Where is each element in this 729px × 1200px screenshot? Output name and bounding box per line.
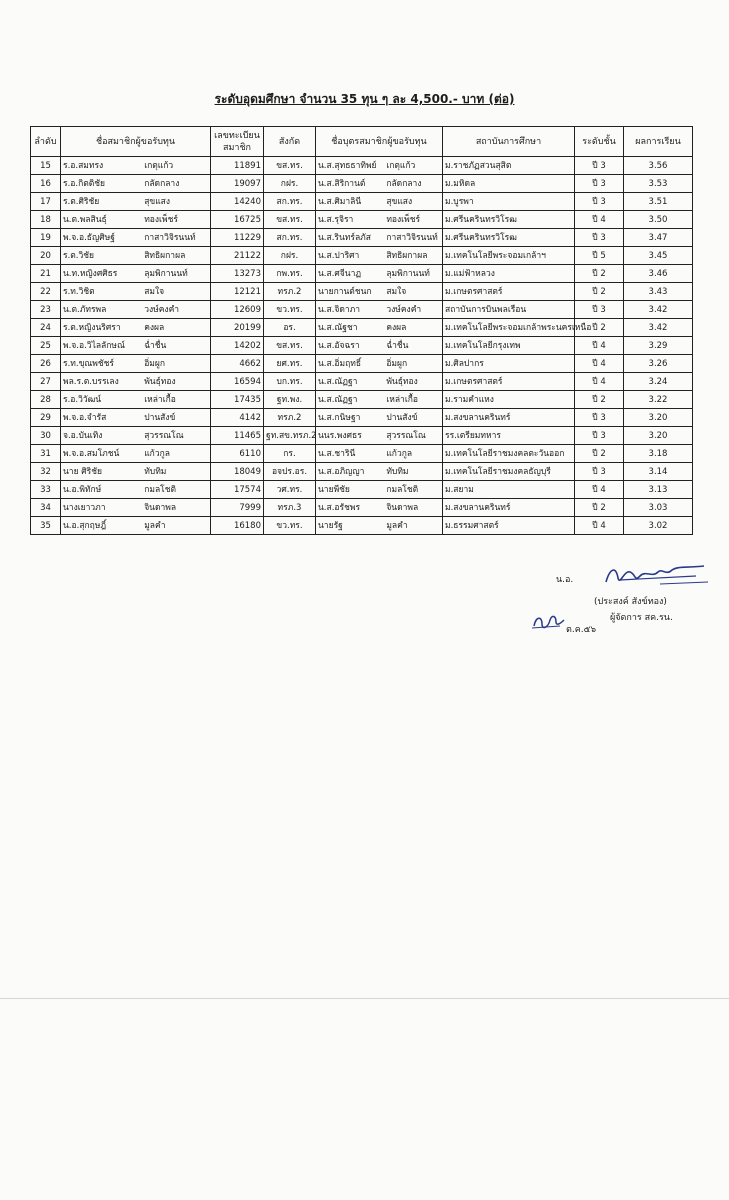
cell-grade: ปี 3 <box>575 427 624 445</box>
cell-member-name <box>61 211 211 229</box>
child-first-name: น.ส.สุทธธาทิพย์ <box>318 160 377 171</box>
cell-grade: ปี 2 <box>575 319 624 337</box>
member-last-name: เหล่าเกื้อ <box>144 394 176 405</box>
cell-member-name <box>61 373 211 391</box>
member-last-name: สิทธิผกาผล <box>144 250 186 261</box>
member-first-name: ร.ต.วิชัย <box>63 250 95 261</box>
cell-child-name <box>316 409 443 427</box>
cell-institution: ม.เทคโนโลยีกรุงเทพ <box>443 337 575 355</box>
cell-member-id: 12609 <box>211 301 264 319</box>
cell-grade: ปี 4 <box>575 337 624 355</box>
cell-no: 31 <box>31 445 61 463</box>
member-last-name: คงผล <box>144 322 165 333</box>
member-first-name: พล.ร.ต.บรรเลง <box>63 376 119 387</box>
cell-no: 20 <box>31 247 61 265</box>
cell-grade: ปี 4 <box>575 373 624 391</box>
cell-member-id: 17435 <box>211 391 264 409</box>
cell-score: 3.46 <box>624 265 693 283</box>
member-last-name: จินดาพล <box>144 502 177 513</box>
cell-affiliation: ขว.ทร. <box>264 301 316 319</box>
child-last-name: สมใจ <box>386 286 407 297</box>
cell-member-name <box>61 499 211 517</box>
member-first-name: ร.อ.กิตติชัย <box>63 178 106 189</box>
cell-affiliation: ทรภ.3 <box>264 499 316 517</box>
cell-score: 3.13 <box>624 481 693 499</box>
cell-child-name <box>316 157 443 175</box>
cell-score: 3.43 <box>624 283 693 301</box>
child-first-name: น.ส.ณัฏฐา <box>318 376 358 387</box>
cell-affiliation: สก.ทร. <box>264 229 316 247</box>
cell-child-name <box>316 499 443 517</box>
child-last-name: มูลคำ <box>386 520 408 531</box>
child-last-name: วงษ์คงคำ <box>386 304 422 315</box>
cell-affiliation: กฝร. <box>264 247 316 265</box>
member-first-name: ร.อ.สมทรง <box>63 160 104 171</box>
handwritten-signature <box>600 560 710 590</box>
member-last-name: กลัดกลาง <box>144 178 180 189</box>
cell-member-name <box>61 247 211 265</box>
member-last-name: อิ่มผูก <box>144 358 166 369</box>
cell-child-name <box>316 265 443 283</box>
cell-child-name <box>316 481 443 499</box>
child-first-name: นนร.พงศธร <box>318 430 362 441</box>
cell-member-id: 4662 <box>211 355 264 373</box>
cell-member-id: 12121 <box>211 283 264 301</box>
cell-no: 30 <box>31 427 61 445</box>
table-row <box>31 283 693 301</box>
cell-institution: ม.สงขลานครินทร์ <box>443 499 575 517</box>
cell-no: 29 <box>31 409 61 427</box>
member-first-name: น.ต.ภัทรพล <box>63 304 107 315</box>
member-first-name: น.อ.พิทักษ์ <box>63 484 102 495</box>
header-grade: ระดับชั้น <box>575 127 624 157</box>
cell-no: 18 <box>31 211 61 229</box>
cell-institution: ม.สยาม <box>443 481 575 499</box>
cell-member-name <box>61 193 211 211</box>
member-first-name: ร.อ.วิวัฒน์ <box>63 394 102 405</box>
cell-no: 19 <box>31 229 61 247</box>
cell-child-name <box>316 193 443 211</box>
cell-no: 27 <box>31 373 61 391</box>
member-last-name: ทองเพ็ชร์ <box>144 214 178 225</box>
cell-member-id: 17574 <box>211 481 264 499</box>
child-first-name: น.ส.ชารินี <box>318 448 356 459</box>
cell-grade: ปี 4 <box>575 517 624 535</box>
cell-child-name <box>316 175 443 193</box>
table-row <box>31 445 693 463</box>
header-member-id: เลขทะเบียน สมาชิก <box>211 127 264 157</box>
cell-score: 3.03 <box>624 499 693 517</box>
table-header-row <box>31 127 693 157</box>
cell-no: 21 <box>31 265 61 283</box>
member-last-name: พันธุ์ทอง <box>144 376 176 387</box>
cell-institution: ม.เกษตรศาสตร์ <box>443 373 575 391</box>
child-last-name: สุวรรณโณ <box>386 430 426 441</box>
signer-name: (ประสงค์ สังข์ทอง) <box>594 597 667 607</box>
cell-member-name <box>61 175 211 193</box>
cell-institution: ม.มหิดล <box>443 175 575 193</box>
child-last-name: จินดาพล <box>386 502 419 513</box>
member-first-name: ร.ต.ศิริชัย <box>63 196 100 207</box>
child-first-name: น.ส.ณัฏฐา <box>318 394 358 405</box>
cell-affiliation: กร. <box>264 445 316 463</box>
cell-child-name <box>316 301 443 319</box>
header-score: ผลการเรียน <box>624 127 693 157</box>
cell-score: 3.51 <box>624 193 693 211</box>
cell-child-name <box>316 463 443 481</box>
cell-no: 33 <box>31 481 61 499</box>
cell-member-name <box>61 391 211 409</box>
child-last-name: คงผล <box>386 322 407 333</box>
cell-grade: ปี 3 <box>575 175 624 193</box>
table-row <box>31 175 693 193</box>
cell-grade: ปี 4 <box>575 355 624 373</box>
cell-no: 26 <box>31 355 61 373</box>
cell-member-name <box>61 337 211 355</box>
cell-institution: ม.สงขลานครินทร์ <box>443 409 575 427</box>
member-first-name: น.ท.หญิงศศิธร <box>63 268 118 279</box>
member-last-name: ปานสังข์ <box>144 412 176 423</box>
cell-no: 24 <box>31 319 61 337</box>
cell-grade: ปี 3 <box>575 157 624 175</box>
child-first-name: นายกานต์ชนก <box>318 286 372 297</box>
member-last-name: ลุมพิกานนท์ <box>144 268 188 279</box>
table-row <box>31 337 693 355</box>
child-last-name: ลุมพิกานนท์ <box>386 268 430 279</box>
cell-no: 22 <box>31 283 61 301</box>
cell-member-id: 14202 <box>211 337 264 355</box>
child-last-name: พันธุ์ทอง <box>386 376 418 387</box>
child-last-name: ปานสังข์ <box>386 412 418 423</box>
child-first-name: น.ส.ศิมาลินี <box>318 196 362 207</box>
cell-affiliation: ทรภ.2 <box>264 283 316 301</box>
child-first-name: น.ส.จิดาภา <box>318 304 361 315</box>
cell-grade: ปี 3 <box>575 463 624 481</box>
table-row <box>31 211 693 229</box>
cell-child-name <box>316 391 443 409</box>
cell-child-name <box>316 229 443 247</box>
cell-score: 3.50 <box>624 211 693 229</box>
cell-grade: ปี 4 <box>575 481 624 499</box>
child-first-name: นายรัฐ <box>318 520 343 531</box>
cell-score: 3.53 <box>624 175 693 193</box>
member-first-name: นาย ศิริชัย <box>63 466 102 477</box>
cell-score: 3.29 <box>624 337 693 355</box>
member-first-name: พ.จ.อ.สมโภชน์ <box>63 448 120 459</box>
cell-no: 35 <box>31 517 61 535</box>
cell-member-id: 21122 <box>211 247 264 265</box>
table-row <box>31 409 693 427</box>
cell-no: 23 <box>31 301 61 319</box>
signer-rank: น.อ. <box>556 575 574 585</box>
cell-score: 3.20 <box>624 409 693 427</box>
table-row <box>31 373 693 391</box>
cell-institution: ม.เทคโนโลยีราชมงคลตะวันออก <box>443 445 575 463</box>
cell-grade: ปี 2 <box>575 499 624 517</box>
signature-block <box>530 560 710 670</box>
member-first-name: นางเยาวภา <box>63 502 106 513</box>
cell-score: 3.14 <box>624 463 693 481</box>
cell-affiliation: ขว.ทร. <box>264 517 316 535</box>
cell-member-name <box>61 283 211 301</box>
cell-score: 3.02 <box>624 517 693 535</box>
child-last-name: กาสาวิจิรนนท์ <box>386 232 438 243</box>
cell-member-id: 11891 <box>211 157 264 175</box>
child-first-name: น.ส.อัจฉรา <box>318 340 360 351</box>
child-last-name: ทองเพ็ชร์ <box>386 214 421 225</box>
cell-child-name <box>316 283 443 301</box>
cell-grade: ปี 4 <box>575 211 624 229</box>
child-last-name: กมลโชติ <box>386 484 419 495</box>
member-first-name: ร.ท.ขุณพชัชร์ <box>63 358 114 369</box>
cell-grade: ปี 5 <box>575 247 624 265</box>
child-first-name: น.ส.อภิญญา <box>318 466 365 477</box>
cell-affiliation: ฐท.สข.ทรภ.2 <box>264 427 316 445</box>
child-last-name: แก้วกูล <box>386 448 413 459</box>
cell-child-name <box>316 319 443 337</box>
child-first-name: น.ส.รุจิรา <box>318 214 354 225</box>
cell-member-name <box>61 481 211 499</box>
cell-institution: ม.รามคำแหง <box>443 391 575 409</box>
cell-grade: ปี 3 <box>575 409 624 427</box>
cell-child-name <box>316 517 443 535</box>
cell-grade: ปี 3 <box>575 193 624 211</box>
signer-position: ผู้จัดการ สค.รน. <box>610 613 673 623</box>
cell-child-name <box>316 337 443 355</box>
cell-affiliation: อจปร.อร. <box>264 463 316 481</box>
cell-member-name <box>61 427 211 445</box>
member-last-name: สุขแสง <box>144 196 171 207</box>
cell-affiliation: สก.ทร. <box>264 193 316 211</box>
child-first-name: น.ส.กนิษฐา <box>318 412 361 423</box>
member-last-name: กาสาวิจิรนนท์ <box>144 232 196 243</box>
cell-member-id: 13273 <box>211 265 264 283</box>
cell-affiliation: ขส.ทร. <box>264 211 316 229</box>
cell-score: 3.56 <box>624 157 693 175</box>
child-last-name: กลัดกลาง <box>386 178 422 189</box>
table-row <box>31 355 693 373</box>
cell-institution: ม.เทคโนโลยีพระจอมเกล้าฯ <box>443 247 575 265</box>
cell-member-name <box>61 229 211 247</box>
child-last-name: สิทธิผกาผล <box>386 250 428 261</box>
table-row <box>31 247 693 265</box>
cell-grade: ปี 2 <box>575 265 624 283</box>
cell-member-name <box>61 355 211 373</box>
member-last-name: วงษ์คงคำ <box>144 304 180 315</box>
cell-member-id: 4142 <box>211 409 264 427</box>
cell-grade: ปี 3 <box>575 229 624 247</box>
header-no: ลำดับ <box>31 127 61 157</box>
member-last-name: ทับทิม <box>144 466 167 477</box>
child-last-name: สุขแสง <box>386 196 413 207</box>
cell-score: 3.47 <box>624 229 693 247</box>
cell-affiliation: ขส.ทร. <box>264 337 316 355</box>
header-member-name: ชื่อสมาชิกผู้ขอรับทุน <box>61 127 211 157</box>
member-first-name: น.ต.พลสินธุ์ <box>63 214 107 225</box>
cell-child-name <box>316 445 443 463</box>
member-last-name: สมใจ <box>144 286 165 297</box>
member-first-name: พ.จ.อ.วิไลลักษณ์ <box>63 340 125 351</box>
child-first-name: น.ส.ณัฐชา <box>318 322 358 333</box>
table-row <box>31 481 693 499</box>
table-row <box>31 265 693 283</box>
table-row <box>31 229 693 247</box>
member-first-name: จ.อ.บันเทิง <box>63 430 103 441</box>
table-body <box>31 157 693 535</box>
cell-member-name <box>61 517 211 535</box>
table-row <box>31 499 693 517</box>
table-row <box>31 427 693 445</box>
cell-member-id: 16725 <box>211 211 264 229</box>
child-last-name: อิ่มผูก <box>386 358 408 369</box>
child-last-name: เหล่าเกื้อ <box>386 394 418 405</box>
table-row <box>31 193 693 211</box>
cell-affiliation: ยศ.ทร. <box>264 355 316 373</box>
header-affiliation: สังกัด <box>264 127 316 157</box>
child-last-name: ทับทิม <box>386 466 409 477</box>
cell-member-name <box>61 463 211 481</box>
child-first-name: น.ส.ศจีนาฏ <box>318 268 362 279</box>
cell-member-id: 19097 <box>211 175 264 193</box>
cell-affiliation: วศ.ทร. <box>264 481 316 499</box>
document-title: ระดับอุดมศึกษา จำนวน 35 ทุน ๆ ละ 4,500.- บาท (ต่อ) <box>214 92 515 106</box>
member-last-name: กมลโชติ <box>144 484 177 495</box>
cell-institution: สถาบันการบินพลเรือน <box>443 301 575 319</box>
table-row <box>31 391 693 409</box>
member-first-name: พ.จ.อ.จำรัส <box>63 412 107 423</box>
cell-score: 3.18 <box>624 445 693 463</box>
cell-member-name <box>61 157 211 175</box>
cell-affiliation: กฝร. <box>264 175 316 193</box>
cell-grade: ปี 3 <box>575 301 624 319</box>
cell-score: 3.45 <box>624 247 693 265</box>
child-first-name: นายพีชัย <box>318 484 350 495</box>
table-row <box>31 157 693 175</box>
cell-score: 3.24 <box>624 373 693 391</box>
cell-member-id: 11465 <box>211 427 264 445</box>
cell-child-name <box>316 247 443 265</box>
cell-institution: ม.ธรรมศาสตร์ <box>443 517 575 535</box>
cell-member-name <box>61 409 211 427</box>
cell-score: 3.42 <box>624 301 693 319</box>
cell-child-name <box>316 427 443 445</box>
cell-grade: ปี 2 <box>575 283 624 301</box>
scholarship-table <box>30 126 693 535</box>
child-first-name: น.ส.อิ่มฤทธิ์ <box>318 358 362 369</box>
page-fold-line <box>0 998 729 999</box>
cell-member-id: 16180 <box>211 517 264 535</box>
cell-score: 3.26 <box>624 355 693 373</box>
cell-no: 16 <box>31 175 61 193</box>
cell-member-id: 11229 <box>211 229 264 247</box>
cell-grade: ปี 2 <box>575 445 624 463</box>
member-last-name: แก้วกูล <box>144 448 170 459</box>
cell-no: 15 <box>31 157 61 175</box>
cell-institution: ม.บูรพา <box>443 193 575 211</box>
cell-child-name <box>316 355 443 373</box>
cell-institution: รร.เตรียมทหาร <box>443 427 575 445</box>
signature-date: ต.ค.๕๖ <box>566 625 597 635</box>
cell-member-id: 6110 <box>211 445 264 463</box>
table-row <box>31 517 693 535</box>
child-first-name: น.ส.ปาริศา <box>318 250 360 261</box>
cell-score: 3.22 <box>624 391 693 409</box>
member-first-name: พ.จ.อ.ธัญศิษฐ์ <box>63 232 115 243</box>
cell-affiliation: อร. <box>264 319 316 337</box>
cell-institution: ม.เทคโนโลยีราชมงคลธัญบุรี <box>443 463 575 481</box>
child-first-name: น.ส.รินทร์ลภัส <box>318 232 371 243</box>
cell-grade: ปี 2 <box>575 391 624 409</box>
cell-affiliation: บก.ทร. <box>264 373 316 391</box>
cell-affiliation: ขส.ทร. <box>264 157 316 175</box>
cell-member-name <box>61 301 211 319</box>
child-last-name: ฉ่ำชื่น <box>386 340 409 351</box>
child-first-name: น.ส.สิริกานต์ <box>318 178 366 189</box>
cell-affiliation: ฐท.พง. <box>264 391 316 409</box>
cell-no: 17 <box>31 193 61 211</box>
cell-institution: ม.แม่ฟ้าหลวง <box>443 265 575 283</box>
header-institution: สถาบันการศึกษา <box>443 127 575 157</box>
table-row <box>31 463 693 481</box>
cell-institution: ม.เกษตรศาสตร์ <box>443 283 575 301</box>
cell-member-id: 18049 <box>211 463 264 481</box>
child-first-name: น.ส.อรัชพร <box>318 502 361 513</box>
cell-member-name <box>61 319 211 337</box>
cell-child-name <box>316 373 443 391</box>
cell-institution: ม.ราชภัฏสวนสุสิต <box>443 157 575 175</box>
cell-institution: ม.ศรีนครินทรวิโรฒ <box>443 229 575 247</box>
member-last-name: มูลคำ <box>144 520 166 531</box>
cell-child-name <box>316 211 443 229</box>
table-row <box>31 301 693 319</box>
cell-member-name <box>61 265 211 283</box>
cell-institution: ม.ศิลปากร <box>443 355 575 373</box>
cell-institution: ม.ศรีนครินทรวิโรฒ <box>443 211 575 229</box>
cell-score: 3.42 <box>624 319 693 337</box>
child-last-name: เกตุแก้ว <box>386 160 416 171</box>
cell-no: 34 <box>31 499 61 517</box>
cell-member-id: 20199 <box>211 319 264 337</box>
member-first-name: ร.ท.วิชิต <box>63 286 95 297</box>
header-child-name: ชื่อบุตรสมาชิกผู้ขอรับทุน <box>316 127 443 157</box>
member-first-name: น.อ.สุกฤษฎิ์ <box>63 520 107 531</box>
cell-affiliation: กพ.ทร. <box>264 265 316 283</box>
cell-score: 3.20 <box>624 427 693 445</box>
member-last-name: เกตุแก้ว <box>144 160 174 171</box>
cell-affiliation: ทรภ.2 <box>264 409 316 427</box>
cell-no: 32 <box>31 463 61 481</box>
cell-no: 28 <box>31 391 61 409</box>
cell-member-id: 16594 <box>211 373 264 391</box>
cell-member-id: 14240 <box>211 193 264 211</box>
cell-institution: ม.เทคโนโลยีพระจอมเกล้าพระนครเหนือ <box>443 319 575 337</box>
cell-no: 25 <box>31 337 61 355</box>
handwritten-initial <box>530 608 566 634</box>
member-first-name: ร.ต.หญิงนริศรา <box>63 322 121 333</box>
cell-member-name <box>61 445 211 463</box>
table-row <box>31 319 693 337</box>
member-last-name: ฉ่ำชื่น <box>144 340 167 351</box>
cell-member-id: 7999 <box>211 499 264 517</box>
member-last-name: สุวรรณโณ <box>144 430 184 441</box>
